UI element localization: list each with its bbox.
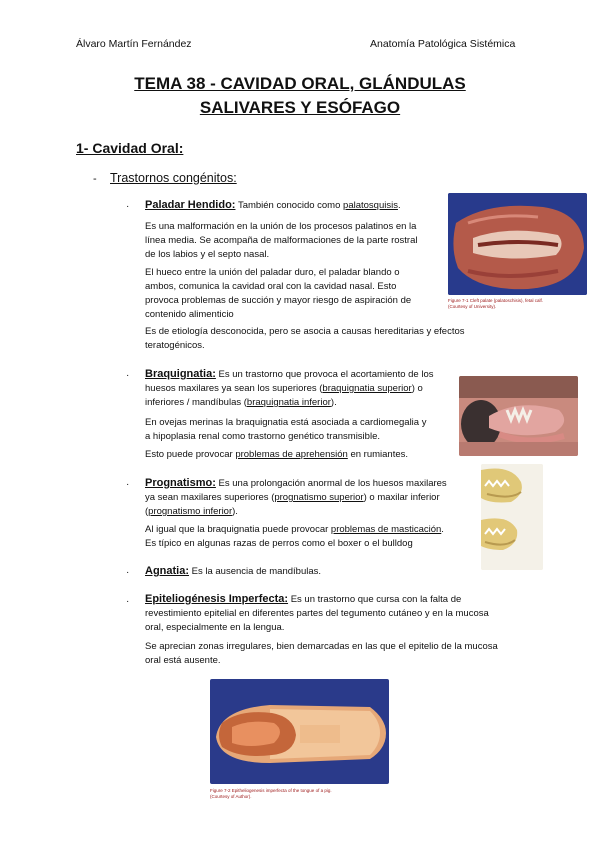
prognatismo-term: Prognatismo: [145, 477, 216, 489]
bullet: · [126, 479, 130, 490]
underlined-term: problemas de masticación [330, 524, 442, 535]
text-span: ). [330, 397, 337, 408]
paladar-intro [145, 199, 401, 211]
text-span: ) o [411, 383, 423, 394]
prognatismo-paragraph-2 [145, 523, 444, 551]
subsection-heading: Trastornos congénitos: [110, 171, 237, 185]
document-subject: Anatomía Patológica Sistémica [370, 38, 516, 50]
text-line: Es típico en algunas razas de perros como el boxer o el bulldog [145, 538, 413, 549]
dash-bullet: - [93, 173, 97, 185]
tongue-caption [210, 788, 400, 800]
paladar-paragraph-2 [145, 266, 411, 322]
braquignatia-paragraph-3 [145, 448, 408, 462]
paladar-synonym: palatosquisis [343, 200, 398, 211]
text-line: Se aprecian zonas irregulares, bien demarcadas en las que el epitelio de la mucosa [145, 641, 498, 652]
text-span: ( [145, 506, 149, 517]
bullet: · [126, 370, 130, 381]
paladar-intro-end: . [397, 200, 401, 211]
text-line [145, 505, 447, 519]
caption-line: (Courtesy of University). [448, 304, 497, 309]
text-span: Al igual que la braquignatia puede provocar [145, 524, 331, 535]
prognathism-image [481, 464, 543, 570]
bullet: · [126, 596, 130, 607]
text-line: de los labios y el septo nasal. [145, 249, 270, 260]
text-line: revestimiento epitelial en diferentes partes del tegumento cutáneo y en la mucosa [145, 608, 489, 619]
braquignatia-paragraph-1 [145, 367, 433, 410]
text-line [145, 396, 433, 410]
braquignatia-term: Braquignatia: [145, 368, 216, 380]
text-line: teratogénicos. [145, 340, 205, 351]
text-line [145, 523, 444, 537]
underlined-term: prognatismo superior [274, 492, 364, 503]
text-span: inferiores / mandíbulas ( [145, 397, 247, 408]
paladar-term: Paladar Hendido: [145, 199, 236, 211]
cleft-palate-image [448, 193, 587, 295]
document-author: Álvaro Martín Fernández [76, 38, 192, 50]
text-line: línea media. Se acompaña de malformaciones de la parte rostral [145, 235, 418, 246]
text-span: Es un trastorno que cursa con la falta de [290, 594, 462, 605]
text-span: Es un trastorno que provoca el acortamiento de los [218, 369, 434, 380]
agnatia-text: Es la ausencia de mandíbulas. [191, 566, 322, 577]
caption-line: Figure 7-2 Epitheliogenesis imperfecta of the tongue of a pig. [210, 788, 332, 793]
text-span: huesos maxilares ya sean los superiores ( [145, 383, 323, 394]
epiteliogenesis-paragraph-1 [145, 592, 489, 635]
text-line: En ovejas merinas la braquignatia está asociada a cardiomegalia y [145, 417, 427, 428]
paladar-intro-text: También conocido como [237, 200, 344, 211]
text-line: Es de etiología desconocida, pero se asocia a causas hereditarias y efectos [145, 326, 465, 337]
text-line: ambos, comunica la cavidad oral con la cavidad nasal. Esto [145, 281, 397, 292]
epiteliogenesis-paragraph-2 [145, 640, 498, 668]
agnatia-line [145, 565, 321, 577]
caption-line: (Courtesy of Author). [210, 794, 252, 799]
text-line [145, 491, 447, 505]
braquignatia-paragraph-2 [145, 416, 426, 444]
text-span: Esto puede provocar [145, 449, 236, 460]
prognatismo-paragraph-1 [145, 476, 447, 519]
text-line: a hipoplasia renal como trastorno genético transmisible. [145, 431, 380, 442]
bullet: · [126, 567, 130, 578]
underlined-term: prognatismo inferior [148, 506, 233, 517]
underlined-term: braquignatia superior [322, 383, 412, 394]
underlined-term: problemas de aprehensión [235, 449, 348, 460]
text-span: . [441, 524, 444, 535]
text-span: ). [232, 506, 238, 517]
text-line: Es una malformación en la unión de los procesos palatinos en la [145, 221, 417, 232]
text-line [145, 592, 489, 607]
text-line [145, 382, 433, 396]
epiteliogenesis-term: Epiteliogénesis Imperfecta: [145, 593, 289, 605]
section-heading: 1- Cavidad Oral: [76, 140, 184, 156]
underlined-term: braquignatia inferior [246, 397, 331, 408]
paladar-paragraph-3 [145, 325, 465, 353]
text-line [145, 367, 433, 382]
text-line: provoca problemas de succión y mayor riesgo de aspiración de [145, 295, 412, 306]
text-span: ya sean maxilares superiores ( [145, 492, 275, 503]
text-span: en rumiantes. [347, 449, 409, 460]
text-span: ) o maxilar inferior [363, 492, 440, 503]
page-title-line2: SALIVARES Y ESÓFAGO [199, 98, 401, 117]
page-title-line1: TEMA 38 - CAVIDAD ORAL, GLÁNDULAS [134, 74, 466, 93]
cleft-palate-caption [448, 298, 587, 310]
brachygnathia-image [459, 376, 578, 456]
epitheliogenesis-tongue-image [210, 679, 389, 784]
text-line [145, 476, 447, 491]
agnatia-term: Agnatia: [145, 565, 189, 577]
text-line: contenido alimenticio [145, 309, 234, 320]
text-line: El hueco entre la unión del paladar duro, el paladar blando o [145, 267, 400, 278]
text-line: oral, especialmente en la lengua. [145, 622, 285, 633]
paladar-paragraph-1 [145, 220, 417, 262]
bullet: · [126, 201, 130, 212]
text-span: Es una prolongación anormal de los huesos maxilares [218, 478, 447, 489]
text-line: oral está ausente. [145, 655, 221, 666]
caption-line: Figure 7-1 Cleft palate (palatoschisis), fetal calf. [448, 298, 544, 303]
